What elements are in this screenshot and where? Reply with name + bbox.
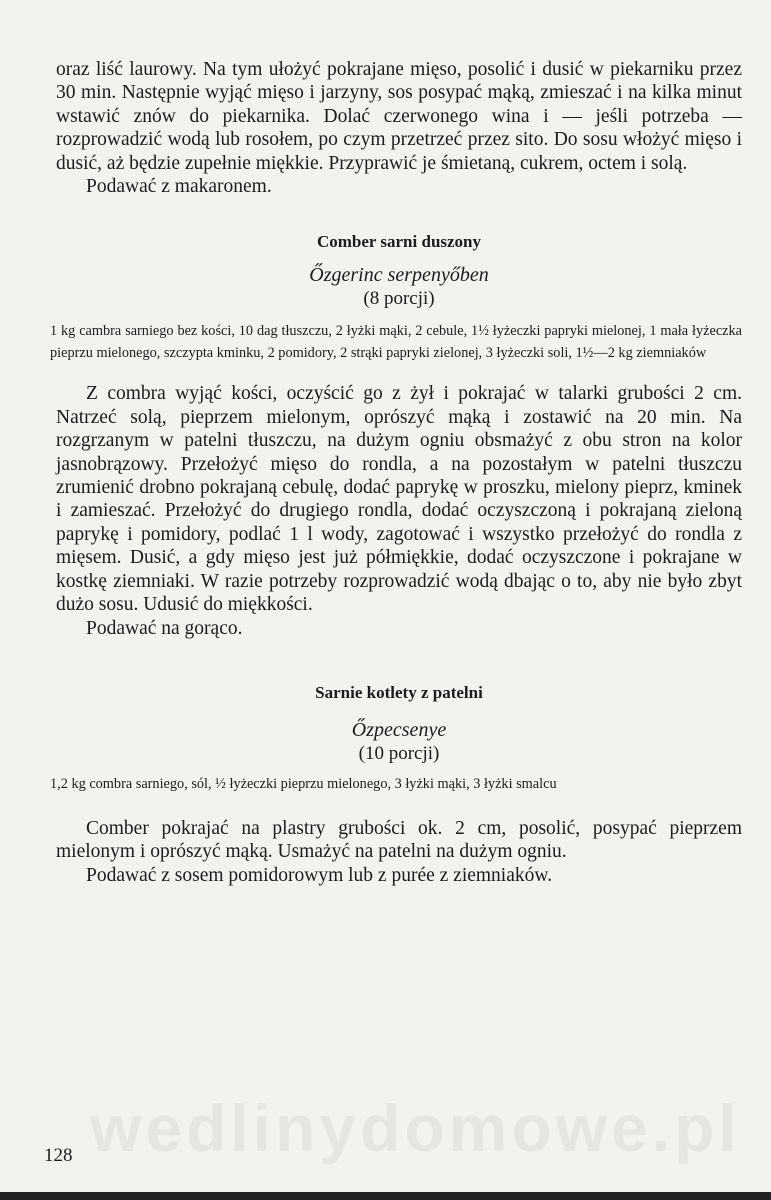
recipe-title: Comber sarni duszony: [316, 232, 482, 252]
page-number: 128: [44, 1145, 73, 1166]
method-serving: Podawać z sosem pomidorowym lub z purée z ziemniaków.: [86, 864, 553, 886]
recipe-subtitle: Őzpecsenye: [351, 718, 447, 741]
method-paragraph: Z combra wyjąć kości, oczyścić go z żył i pokrajać w talarki grubości 2 cm. Natrzeć solą, pieprzem mielonym, oprószyć mąką i zostawić na 20 min. Na rozgrzanym w patelni tłuszczu, na dużym ogniu obsmażyć z obu stron na kolor jasnobrązowy. Przełożyć mięso do rondla, a na pozostałym w patelni tłuszczu zrumienić drobno pokrajaną cebulę, dodać paprykę w proszku, mielony pieprz, kminek i zamieszać. Przełożyć do drugiego rondla, dodać oczyszczoną i pokrajaną zieloną paprykę i pomidory, podlać 1 l wody, zagotować i wszystko przełożyć do rondla z mięsem. Dusić, a gdy mięso jest już półmiękkie, dodać oczyszczone i pokrajane w kostkę ziemniaki. W razie potrzeby rozprowadzić wodą dbając o to, aby nie było zbyt dużo sosu. Udusić do miękkości.: [56, 383, 742, 616]
method-serving: Podawać na gorąco.: [86, 617, 243, 639]
intro-paragraph: oraz liść laurowy. Na tym ułożyć pokrajane mięso, posolić i dusić w piekarniku przez 30 min. Następnie wyjąć mięso i jarzyny, sos posypać mąką, zmieszać i na kilka minut wstawić znów do piekarnika. Dolać czerwonego wina i — jeśli potrzeba — rozprowadzić wodą lub rosołem, po czym przetrzeć przez sito. Do sosu włożyć mięso i dusić, aż będzie zupełnie miękkie. Przyprawić je śmietaną, cukrem, octem i solą.: [56, 59, 742, 174]
recipe-title: Sarnie kotlety z patelni: [315, 682, 483, 702]
bottom-edge: [0, 1192, 771, 1200]
recipe-subtitle: Őzgerinc serpenyőben: [309, 264, 489, 287]
recipe-portions: (8 porcji): [363, 288, 435, 310]
intro-serving: Podawać z makaronem.: [86, 176, 272, 198]
ingredients-list: 1 kg cambra sarniego bez kości, 10 dag tłuszczu, 2 łyżki mąki, 2 cebule, 1½ łyżeczki papryki mielonej, 1 mała łyżeczka pieprzu mielonego, szczypta kminku, 2 pomidory, 2 strąki papryki zielonej, 3 łyżeczki soli, 1½—2 kg ziemniaków: [50, 323, 742, 362]
page-content: [50, 58, 742, 887]
method-paragraph: Comber pokrajać na plastry grubości ok. 2 cm, posolić, posypać pieprzem mielonym i oprószyć mąką. Usmażyć na patelni na dużym ogniu.: [56, 817, 742, 863]
watermark: wedlinydomowe.pl: [90, 1091, 741, 1165]
ingredients-list: 1,2 kg combra sarniego, sól, ½ łyżeczki pieprzu mielonego, 3 łyżki mąki, 3 łyżki smalcu: [50, 775, 557, 792]
recipe-portions: (10 porcji): [358, 742, 440, 764]
